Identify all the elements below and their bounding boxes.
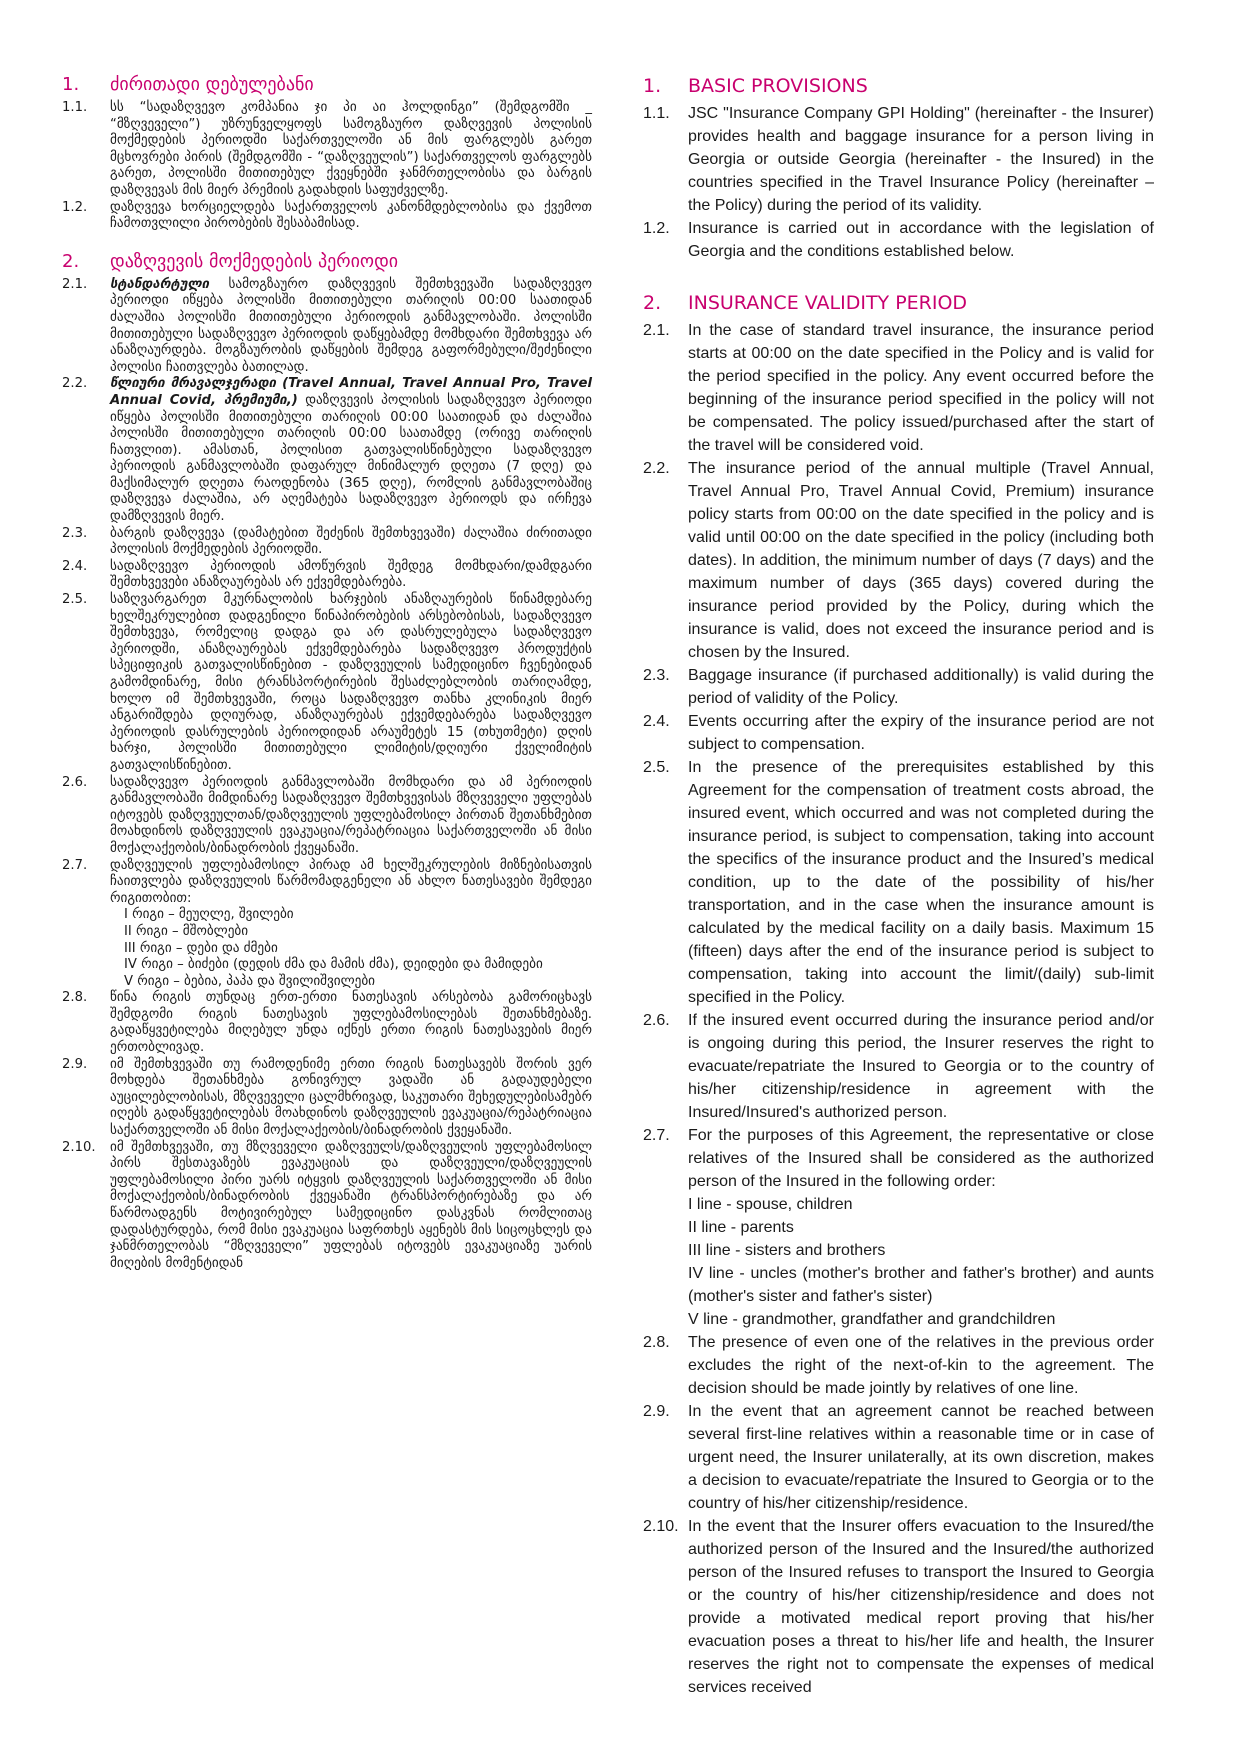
clause-lead: სტანდარტული: [110, 276, 210, 292]
clause-body: [110, 376, 592, 525]
clause-body: [110, 990, 592, 1056]
section-1: [643, 74, 1154, 263]
clause: [643, 1515, 1154, 1699]
clause-number: 2.7.: [62, 857, 88, 873]
clause: [62, 592, 592, 775]
clause-number: 2.9.: [643, 1403, 670, 1420]
clause: [62, 858, 592, 991]
clause-number: 1.1.: [62, 100, 88, 115]
section-number: 2.: [62, 250, 80, 272]
clause-body: [688, 217, 1154, 263]
section-1: [62, 74, 592, 233]
clause-text: დაზღვევა ხორციელდება საქართველოს კანონმდებლობისა და ქვემოთ ჩამოთვლილი პირობების შესაბამისად.: [110, 199, 592, 232]
clause: [62, 990, 592, 1056]
clause: [62, 376, 592, 525]
clause-text: წინა რიგის თუნდაც ერთ-ერთი ნათესავის არსებობა გამორიცხავს შემდგომი რიგის ნათესავის უფლებამოსილებას შეთანხმებაზე. გადაწყვეტილება მიღებულ უნდა იქნეს ერთი რიგის ნათესავების მიერ ერთობლივად.: [110, 990, 592, 1056]
clause-number: 2.8.: [62, 990, 88, 1006]
clause: [643, 1331, 1154, 1400]
clause-text: In the event that the Insurer offers evacuation to the Insured/the authorized person of the Insured and the Insured/the authorized person of the Insured refuses to transport the Insured to Georgia or the country of his/her citizenship/residence and does not provide a motivated medical report proving that his/her evacuation poses a threat to his/her life and health, the Insurer reserves the right not to compensate the expenses of medical services received: [688, 1518, 1154, 1696]
section-2: [62, 251, 592, 1273]
relatives-order-item: II რიგი – მშობლები: [124, 923, 249, 939]
relatives-order-list: [688, 1193, 1154, 1331]
relatives-order-item: II line - parents: [688, 1219, 794, 1236]
clause-text: სადაზღვევო პერიოდის ამოწურვის შემდეგ მომხდარი/დამდგარი შემთხვევები ანაზღაურებას არ ექვემდებარება.: [110, 558, 592, 591]
clause-text: For the purposes of this Agreement, the representative or close relatives of the Insured shall be considered as the authorized person of the Insured in the following order:: [688, 1127, 1154, 1190]
relatives-order-list: [110, 907, 592, 990]
clause-body: [688, 1515, 1154, 1699]
clause-body: [688, 319, 1154, 457]
relatives-order-item: III line - sisters and brothers: [688, 1242, 886, 1259]
clause-body: [110, 1140, 592, 1273]
clause: [643, 1009, 1154, 1124]
relatives-order-item: IV რიგი – ბიძები (დედის ძმა და მამის ძმა), დეიდები და მამიდები: [124, 957, 543, 973]
clause-text: დაზღვევის პოლისის სადაზღვევო პერიოდი იწყება პოლისში მითითებული თარიღის 00:00 საათიდან და ძალაშია პოლისში მითითებული თარიღის 00:00 საათამდე (ორივე თარიღის ჩათვლით). ამასთან, პოლისით გათვალისწინებული სადაზღვევო პერიოდის განმავლობაში დაფარულ მინიმალურ დღეთა (7 დღე) და მაქსიმალურ დღეთა რაოდენობა (365 დღე), რომლის განმავლობაშიც დაზღვევა ძალაშია, არ აღემატება სადაზღვევო პერიოდს და ირჩევა დამზღვევის მიერ.: [110, 392, 592, 525]
clause-text: The insurance period of the annual multiple (Travel Annual, Travel Annual Pro, Travel Annual Covid, Premium) insurance policy starts from 00:00 on the date specified in the policy and is valid until 00:00 on the date specified in the policy (including both dates). In addition, the minimum number of days (7 days) and the maximum number of days (365 days) covered during the insurance period provided by the Policy, during which the insurance is valid, does not exceed the insurance period and is chosen by the Insured.: [688, 460, 1154, 661]
clause-body: [688, 710, 1154, 756]
section-number: 1.: [62, 74, 80, 95]
clause: [643, 457, 1154, 664]
relatives-order-item: I რიგი – მეუღლე, შვილები: [124, 907, 294, 923]
clause-text: In the presence of the prerequisites established by this Agreement for the compensation of treatment costs abroad, the insured event, which occurred and was not completed during the insurance period, is subject to compensation, taking into account the specifics of the insurance product and the Insured’s medical condition, up to the date of the possibility of his/her transportation, and in the case when the insurance amount is calculated by the medical facility on a daily basis. Maximum 15 (fifteen) days after the end of the insurance period is subject to compensation, taking into account the limit/(daily) sub-limit specified in the Policy.: [688, 759, 1154, 1006]
section-title: დაზღვევის მოქმედების პერიოდი: [110, 250, 399, 272]
clause-body: [688, 756, 1154, 1009]
clause: [62, 277, 592, 377]
clause-number: 2.8.: [643, 1334, 670, 1351]
clause: [643, 102, 1154, 217]
clause-body: [110, 526, 592, 559]
clause-body: [688, 457, 1154, 664]
clause-body: [688, 1124, 1154, 1331]
clause-body: [110, 592, 592, 775]
clause-text: JSC "Insurance Company GPI Holding" (hereinafter - the Insurer) provides health and baggage insurance for a person living in Georgia or outside Georgia (hereinafter - the Insured) in the countries specified in the Travel Insurance Policy (hereinafter – the Policy) during the period of its validity.: [688, 105, 1154, 214]
clause-body: [110, 775, 592, 858]
section-heading: [62, 74, 592, 96]
clause-text: ბარგის დაზღვევა (დამატებით შეძენის შემთხვევაში) ძალაშია ძირითადი პოლისის მოქმედების პერიოდში.: [110, 525, 592, 558]
clause-number: 2.2.: [62, 376, 88, 392]
clause-text: The presence of even one of the relatives in the previous order excludes the right of the next-of-kin to the agreement. The decision should be made jointly by relatives of one line.: [688, 1334, 1154, 1397]
section-title: BASIC PROVISIONS: [688, 75, 868, 97]
section-heading: [643, 74, 1154, 98]
clause-number: 2.7.: [643, 1127, 670, 1144]
clause-text: იმ შემთხვევაში, თუ მზღვეველი დაზღვეულს/დაზღვეულის უფლებამოსილ პირს შესთავაზებს ევაკუაციას და დაზღვეული/დაზღვეულის უფლებამოსილი პირი უარს იტყვის დაზღვეულის საქართველოში ან მისი მოქალაქეობის/ბინადრობის ქვეყანაში ტრანსპორტირებაზე და არ წარმოადგენს მოტივირებულ სამედიცინო დასკვნას რომლითაც დადასტურდება, რომ მისი ევაკუაცია საფრთხეს აყენებს მის სიცოცხლეს და ჯანმრთელობას “მზღვეველი” უფლებას იტოვებს ევაკუაციაზე უარის მიღების მომენტიდან: [110, 1139, 592, 1271]
section-title: ძირითადი დებულებანი: [110, 74, 314, 95]
clause-number: 2.10.: [643, 1518, 679, 1535]
clause-text: In the case of standard travel insurance, the insurance period starts at 00:00 on the date specified in the Policy and is valid for the period specified in the policy. Any event occurred before the beginning of the insurance period specified in the policy will not be compensated. The policy issued/purchased after the start of the travel will be considered void.: [688, 322, 1154, 454]
clause-number: 2.1.: [643, 322, 670, 339]
clause-body: [110, 200, 592, 233]
clause-number: 2.6.: [643, 1012, 670, 1029]
clause-text: სამოგზაურო დაზღვევის შემთხვევაში სადაზღვევო პერიოდი იწყება პოლისში მითითებული თარიღის 00:00 საათიდან ძალაშია პოლისში მითითებული პერიოდის განმავლობაში. პოლისში მითითებული სადაზღვევო პერიოდის დაწყებამდე მომხდარი შემთხვევა არ ანაზღაურდება. მოგზაურობის დაწყების შემდეგ გაფორმებული/შეძენილი პოლისი ჩაითვლება ბათილად.: [110, 276, 592, 375]
clause-text: საზღვარგარეთ მკურნალობის ხარჯების ანაზღაურების წინამდებარე ხელშეკრულებით დადგენილი წინაპირობების არსებობისას, სადაზღვევო შემთხვევა, რომელიც დადგა და არ დასრულებულა სადაზღვევო პერიოდში, ანაზღაურებას ექვემდებარება სადაზღვევო პროდუქტის სპეციფიკის გათვალისწინებით - დაზღვეულის სამედიცინო ჩვენებიდან გამომდინარე, მისი ტრანსპორტირების შესაძლებლობის თარიღამდე, ხოლო იმ შემთხვევაში, როცა სადაზღვევო თანხა კლინიკის მიერ ანგარიშდება დღიურად, ანაზღაურებას ექვემდებარება სადაზღვევო პერიოდის დასრულების პერიოდიდან არაუმეტეს 15 (თხუთმეტი) დღის ხარჯი, პოლისში მითითებული ლიმიტის/დღიური ქველიმიტის გათვალისწინებით.: [110, 592, 592, 773]
clause-text: Baggage insurance (if purchased additionally) is valid during the period of validity of the Policy.: [688, 667, 1154, 707]
clause-text: სადაზღვევო პერიოდის განმავლობაში მომხდარი და ამ პერიოდის განმავლობაში მიმდინარე სადაზღვევო შემთხვევისას მზღვეველი უფლებას იტოვებს დაზღვეულთან/დაზღვეულის უფლებამოსილ პირთან შეთანხმებით მოახდინოს დაზღვეულის ევაკუაცია/რეპატრიაცია საქართველოში ან მისი მოქალაქეობის/ბინადრობის ქვეყანაში.: [110, 774, 592, 856]
clause-number: 2.4.: [643, 713, 670, 730]
clause-text: დაზღვეულის უფლებამოსილ პირად ამ ხელშეკრულების მიზნებისათვის ჩაითვლება დაზღვეულის წარმომადგენელი ან ახლო ნათესავები შემდეგი რიგითობით:: [110, 857, 592, 906]
clause: [62, 1057, 592, 1140]
clause-body: [110, 858, 592, 991]
clause: [643, 217, 1154, 263]
clause: [643, 319, 1154, 457]
clause: [643, 664, 1154, 710]
clause: [62, 200, 592, 233]
section-heading: [62, 251, 592, 273]
clause: [62, 100, 592, 200]
clause-number: 2.1.: [62, 276, 88, 292]
clause-number: 2.10.: [62, 1139, 96, 1155]
clause-body: [688, 664, 1154, 710]
clause-body: [110, 1057, 592, 1140]
clause: [643, 756, 1154, 1009]
clause-number: 2.5.: [643, 759, 670, 776]
clause-number: 2.3.: [62, 525, 88, 541]
clause: [643, 1400, 1154, 1515]
georgian-column: [62, 74, 592, 1286]
section-number: 1.: [643, 75, 662, 97]
clause-number: 1.2.: [62, 199, 88, 215]
clause: [62, 1140, 592, 1273]
clause-body: [688, 1009, 1154, 1124]
clause-number: 1.1.: [643, 105, 670, 122]
section-number: 2.: [643, 292, 662, 314]
clause-number: 2.6.: [62, 774, 88, 790]
relatives-order-item: IV line - uncles (mother's brother and father's brother) and aunts (mother's sister and father's sister): [688, 1265, 1154, 1305]
clause-body: [688, 1400, 1154, 1515]
section-heading: [643, 291, 1154, 315]
relatives-order-item: V რიგი – ბებია, პაპა და შვილიშვილები: [124, 973, 375, 989]
clause-body: [110, 559, 592, 592]
clause-body: [688, 102, 1154, 217]
relatives-order-item: V line - grandmother, grandfather and grandchildren: [688, 1311, 1056, 1328]
clause-number: 2.2.: [643, 460, 670, 477]
clause-body: [110, 277, 592, 377]
clause-text: სს “სადაზღვევო კომპანია ჯი პი აი ჰოლდინგი” (შემდგომში _ “მზღვეველი”) უზრუნველყოფს სამოგზაურო დაზღვევის პოლისის მოქმედების პერიოდში საქართველოში ან მის ფარგლებს გარეთ მცხოვრები პირის (შემდგომში - “დაზღვეულის”) საქართველოს ფარგლებს გარეთ, პოლისში მითითებულ ქვეყნებში ჯანმრთელობისა და ბარგის დაზღვევას მის მიერ პრემიის გადახდის საფუძველზე.: [110, 100, 592, 198]
clause: [62, 559, 592, 592]
clause-text: If the insured event occurred during the insurance period and/or is ongoing during this period, the Insurer reserves the right to evacuate/repatriate the Insured to Georgia or to the country of his/her citizenship/residence in agreement with the Insured/Insured's authorized person.: [688, 1012, 1154, 1121]
clause: [62, 775, 592, 858]
clause-number: 2.5.: [62, 592, 88, 608]
clause-number: 2.9.: [62, 1056, 88, 1072]
clause-text: იმ შემთხვევაში თუ რამოდენიმე ერთი რიგის ნათესავებს შორის ვერ მოხდება შეთანხმება გონივრულ ვადაში ან გადაუდებელი აუცილებლობისას, მზღვეველი ცალმხრივად, საკუთარი შეხედულებისამებრ იღებს გადაწყვეტილებას მოახდინოს დაზღვეულის ევაკუაცია/რეპატრიაცია საქართველოში ან მისი მოქალაქეობის/ბინადრობის ქვეყანაში.: [110, 1056, 592, 1139]
clause-body: [110, 100, 592, 200]
clause-text: Insurance is carried out in accordance with the legislation of Georgia and the conditions established below.: [688, 220, 1154, 260]
clause-text: Events occurring after the expiry of the insurance period are not subject to compensation.: [688, 713, 1154, 753]
section-title: INSURANCE VALIDITY PERIOD: [688, 292, 968, 314]
clause-lead: წლიური მრავალჯერადი (Travel Annual, Travel Annual Pro, Travel Annual Covid, პრემიუმი,): [110, 376, 592, 408]
clause-text: In the event that an agreement cannot be reached between several first-line relatives within a reasonable time or in case of urgent need, the Insurer unilaterally, at its own discretion, makes a decision to evacuate/repatriate the Insured to Georgia or to the country of his/her citizenship/residence.: [688, 1403, 1154, 1512]
clause-body: [688, 1331, 1154, 1400]
clause: [62, 526, 592, 559]
section-2: [643, 291, 1154, 1699]
clause-number: 1.2.: [643, 220, 670, 237]
relatives-order-item: III რიგი – დები და ძმები: [124, 940, 278, 956]
english-column: [643, 74, 1154, 1713]
clause: [643, 1124, 1154, 1331]
clause: [643, 710, 1154, 756]
clause-number: 2.3.: [643, 667, 670, 684]
clause-number: 2.4.: [62, 558, 88, 574]
relatives-order-item: I line - spouse, children: [688, 1196, 853, 1213]
